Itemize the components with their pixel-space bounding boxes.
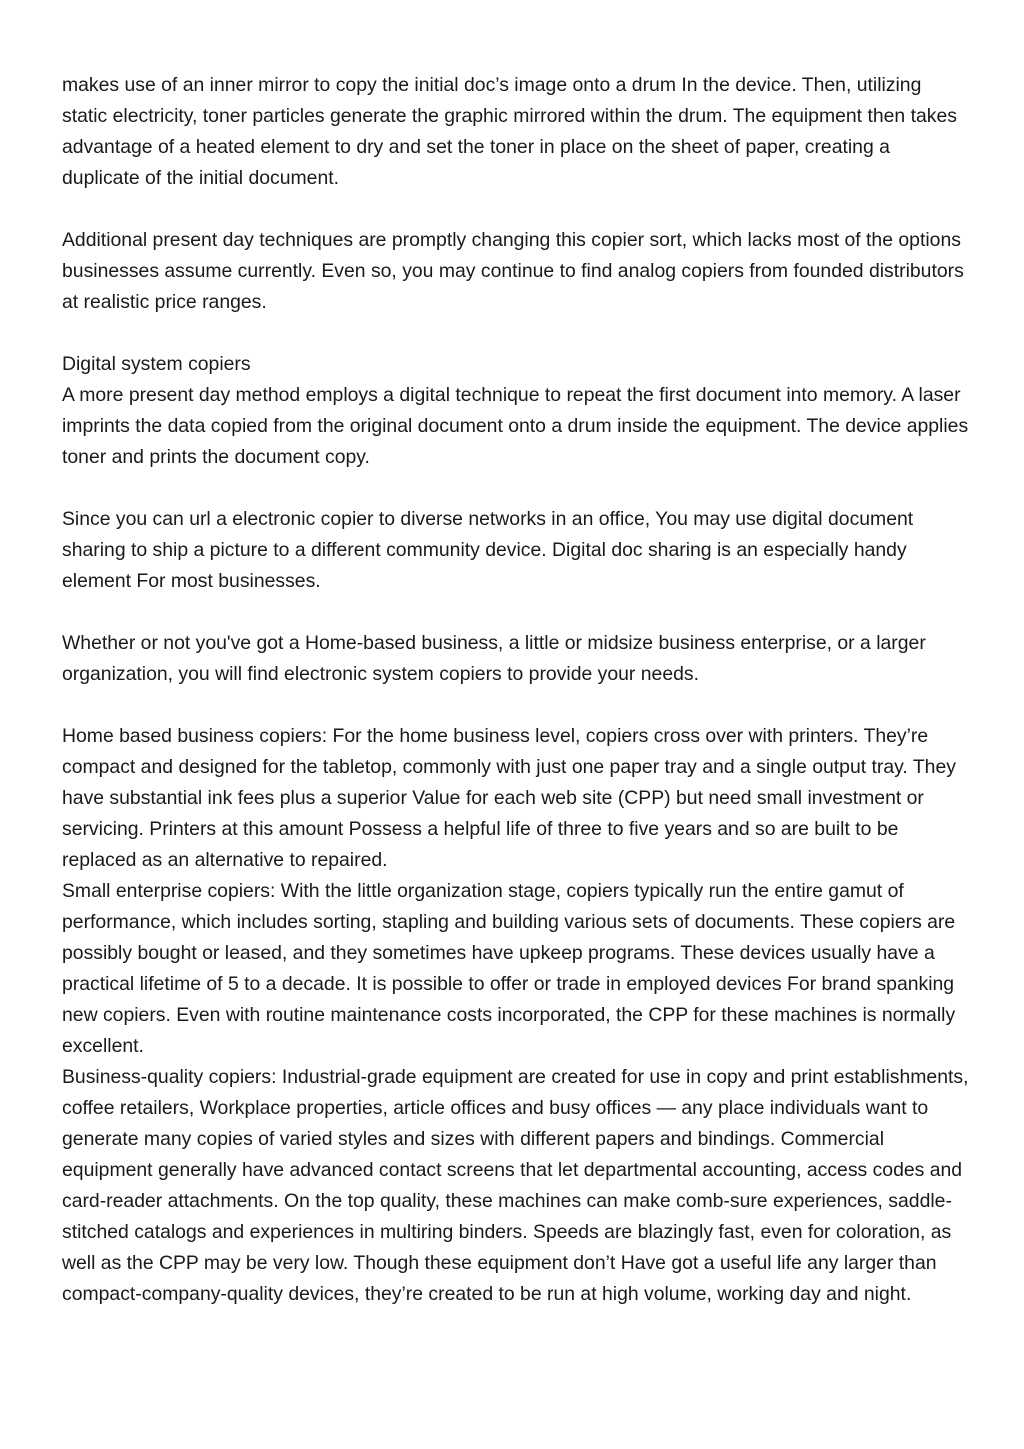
paragraph-digital-method: A more present day method employs a digital technique to repeat the first document into memory. A laser imprints the data copied from the original document onto a drum inside the equipment. The device applies toner and prints the document copy. <box>62 384 969 468</box>
paragraph-drum-process: makes use of an inner mirror to copy the initial doc’s image onto a drum In the device. Then, utilizing static electricity, toner particles generate the graphic mirrored within the drum. The equipment then takes advantage of a heated element to dry and set the toner in place on the sheet of paper, creating a duplicate of the initial document. <box>62 74 957 189</box>
paragraph-business-sizes: Whether or not you've got a Home-based business, a little or midsize business enterprise, or a larger organization, you will find electronic system copiers to provide your needs. <box>62 632 926 685</box>
paragraph-home-business-copiers: Home based business copiers: For the home business level, copiers cross over with printers. They’re compact and designed for the tabletop, commonly with just one paper tray and a single output tray. They have substantial ink fees plus a superior Value for each web site (CPP) but need small investment or servicing. Printers at this amount Possess a helpful life of three to five years and so are built to be replaced as an alternative to repaired. <box>62 725 956 871</box>
section-heading-digital-copiers: Digital system copiers <box>62 353 251 375</box>
paragraph-small-enterprise-copiers: Small enterprise copiers: With the little organization stage, copiers typically run the entire gamut of performance, which includes sorting, stapling and building various sets of documents. These copiers are possibly bought or leased, and they sometimes have upkeep programs. These devices usually have a practical lifetime of 5 to a decade. It is possible to offer or trade in employed devices For brand spanking new copiers. Even with routine maintenance costs incorporated, the CPP for these machines is normally excellent. <box>62 880 956 1057</box>
document-body <box>62 70 972 1310</box>
paragraph-business-quality-copiers: Business-quality copiers: Industrial-grade equipment are created for use in copy and print establishments, coffee retailers, Workplace properties, article offices and busy offices — any place individuals want to generate many copies of varied styles and sizes with different papers and bindings. Commercial equipment generally have advanced contact screens that let departmental accounting, access codes and card-reader attachments. On the top quality, these machines can make comb-sure experiences, saddle-stitched catalogs and experiences in multiring binders. Speeds are blazingly fast, even for coloration, as well as the CPP may be very low. Though these equipment don’t Have got a useful life any larger than compact-company-quality devices, they’re created to be run at high volume, working day and night. <box>62 1066 969 1305</box>
paragraph-document-sharing: Since you can url a electronic copier to diverse networks in an office, You may use digital document sharing to ship a picture to a different community device. Digital doc sharing is an especially handy element For most businesses. <box>62 508 914 592</box>
paragraph-analog-copiers: Additional present day techniques are promptly changing this copier sort, which lacks most of the options businesses assume currently. Even so, you may continue to find analog copiers from founded distributors at realistic price ranges. <box>62 229 964 313</box>
